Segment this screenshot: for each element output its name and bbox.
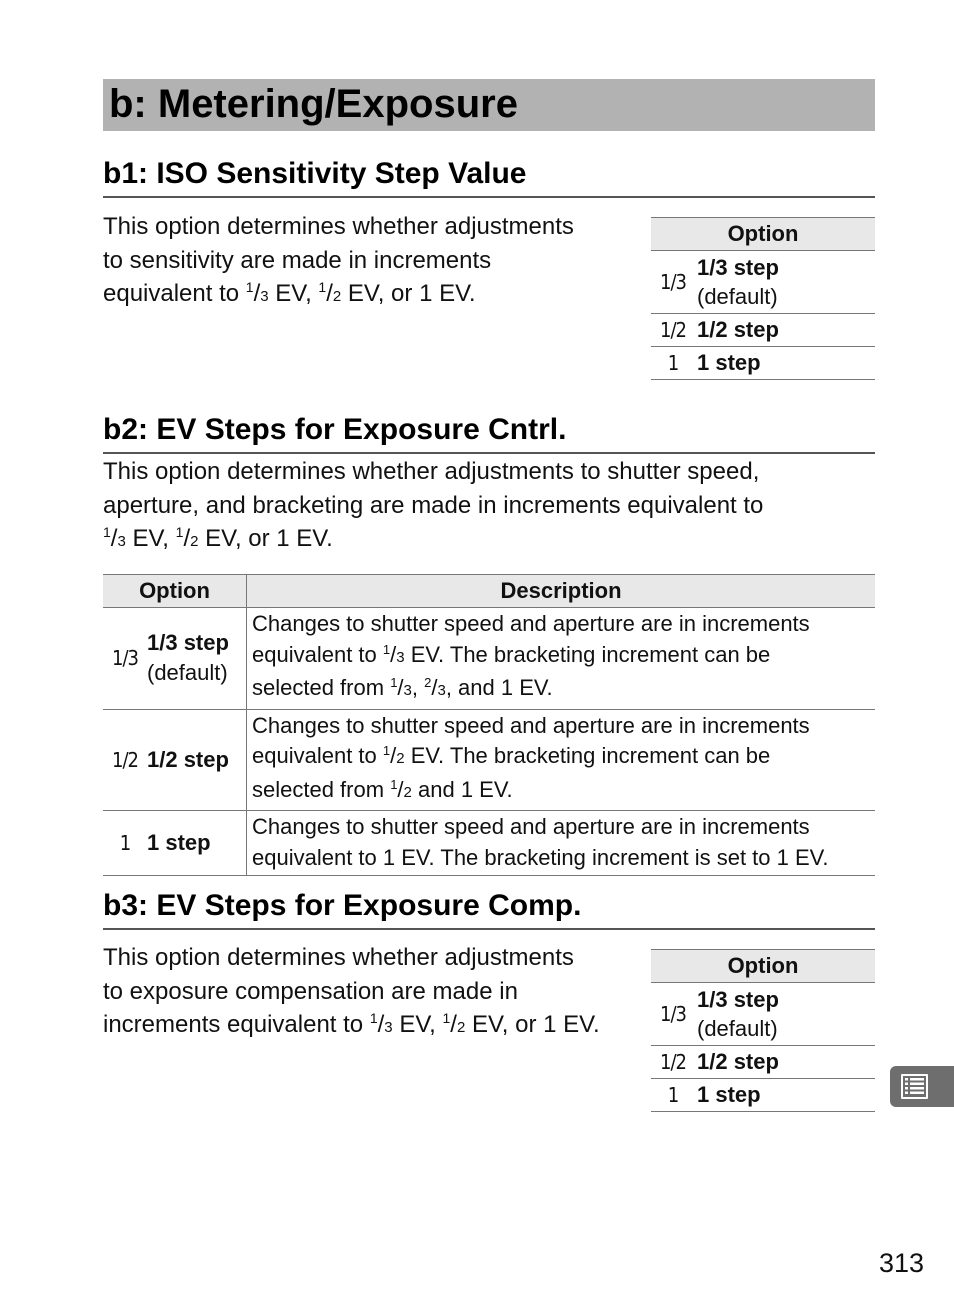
table-header-description: Description xyxy=(247,575,876,608)
table-row xyxy=(651,983,875,1046)
table-row xyxy=(103,709,875,811)
table-header-option: Option xyxy=(651,950,875,983)
table-row xyxy=(103,811,875,876)
options-table-b1 xyxy=(651,217,875,380)
body-line: increments equivalent to $^1$/3 EV, $^1$/2 EV, or 1 EV. xyxy=(103,1010,600,1038)
one-step-icon: 1 xyxy=(667,351,679,375)
one-half-step-icon: 1/2 xyxy=(112,747,138,772)
one-step-icon: 1 xyxy=(119,830,131,855)
body-line: This option determines whether adjustments xyxy=(103,944,574,971)
option-label: 1/2 step xyxy=(697,317,779,342)
body-line: to exposure compensation are made in xyxy=(103,977,518,1005)
body-line: aperture, and bracketing are made in increments equivalent to xyxy=(103,491,764,519)
section-heading-b2: b2: EV Steps for Exposure Cntrl. xyxy=(103,412,875,454)
section-body-b1 xyxy=(103,210,643,314)
table-row xyxy=(651,347,875,380)
table-row xyxy=(651,251,875,314)
option-label: 1 step xyxy=(697,350,761,375)
option-note: (default) xyxy=(697,283,778,309)
section-heading-b1: b1: ISO Sensitivity Step Value xyxy=(103,156,875,198)
chapter-title-bar xyxy=(103,79,875,131)
option-description: Changes to shutter speed and aperture are in increments equivalent to $^1$/3 EV. The bracketing increment can be selected from $^1$/3, $^2$/3, and 1 EV. xyxy=(247,608,876,710)
body-line: $^1$/3 EV, $^1$/2 EV, or 1 EV. xyxy=(103,524,333,552)
chapter-title: b: Metering/Exposure xyxy=(109,82,518,126)
option-label: 1/2 step xyxy=(147,746,229,772)
table-row xyxy=(103,608,875,710)
option-description: Changes to shutter speed and aperture are in increments equivalent to 1 EV. The bracketing increment is set to 1 EV. xyxy=(247,811,876,876)
one-third-step-icon: 1/3 xyxy=(112,646,138,670)
table-row xyxy=(651,314,875,347)
option-description: Changes to shutter speed and aperture are in increments equivalent to $^1$/2 EV. The bracketing increment can be selected from $^1$/2 and 1 EV. xyxy=(247,709,876,811)
option-note: (default) xyxy=(697,1015,778,1041)
menu-section-tab[interactable] xyxy=(890,1066,954,1107)
one-half-step-icon: 1/2 xyxy=(660,318,686,342)
one-third-step-icon: 1/3 xyxy=(660,270,686,294)
body-line: to sensitivity are made in increments xyxy=(103,246,492,274)
page-number: 313 xyxy=(878,1248,924,1278)
section-heading-b3: b3: EV Steps for Exposure Comp. xyxy=(103,888,875,930)
table-row xyxy=(651,1079,875,1112)
one-step-icon: 1 xyxy=(667,1083,679,1107)
body-line: This option determines whether adjustments to shutter speed, xyxy=(103,458,760,485)
one-half-step-icon: 1/2 xyxy=(660,1050,686,1074)
option-label: 1 step xyxy=(147,829,211,855)
option-label: 1 step xyxy=(697,1082,761,1107)
option-label: 1/3 step xyxy=(697,986,779,1012)
table-header-option: Option xyxy=(651,218,875,251)
option-label: 1/2 step xyxy=(697,1049,779,1074)
table-header-option: Option xyxy=(103,575,247,608)
options-description-table-b2 xyxy=(103,574,875,876)
table-row xyxy=(651,1046,875,1079)
section-body-b3 xyxy=(103,941,643,1045)
one-third-step-icon: 1/3 xyxy=(660,1002,686,1026)
body-line: This option determines whether adjustments xyxy=(103,213,574,240)
section-body-b2 xyxy=(103,455,875,559)
option-label: 1/3 step xyxy=(697,254,779,280)
option-note: (default) xyxy=(147,660,228,686)
body-line: equivalent to $^1$/3 EV, $^1$/2 EV, or 1 EV. xyxy=(103,279,476,307)
options-table-b3 xyxy=(651,949,875,1112)
menu-list-icon xyxy=(890,1066,954,1107)
option-label: 1/3 step xyxy=(147,630,229,656)
